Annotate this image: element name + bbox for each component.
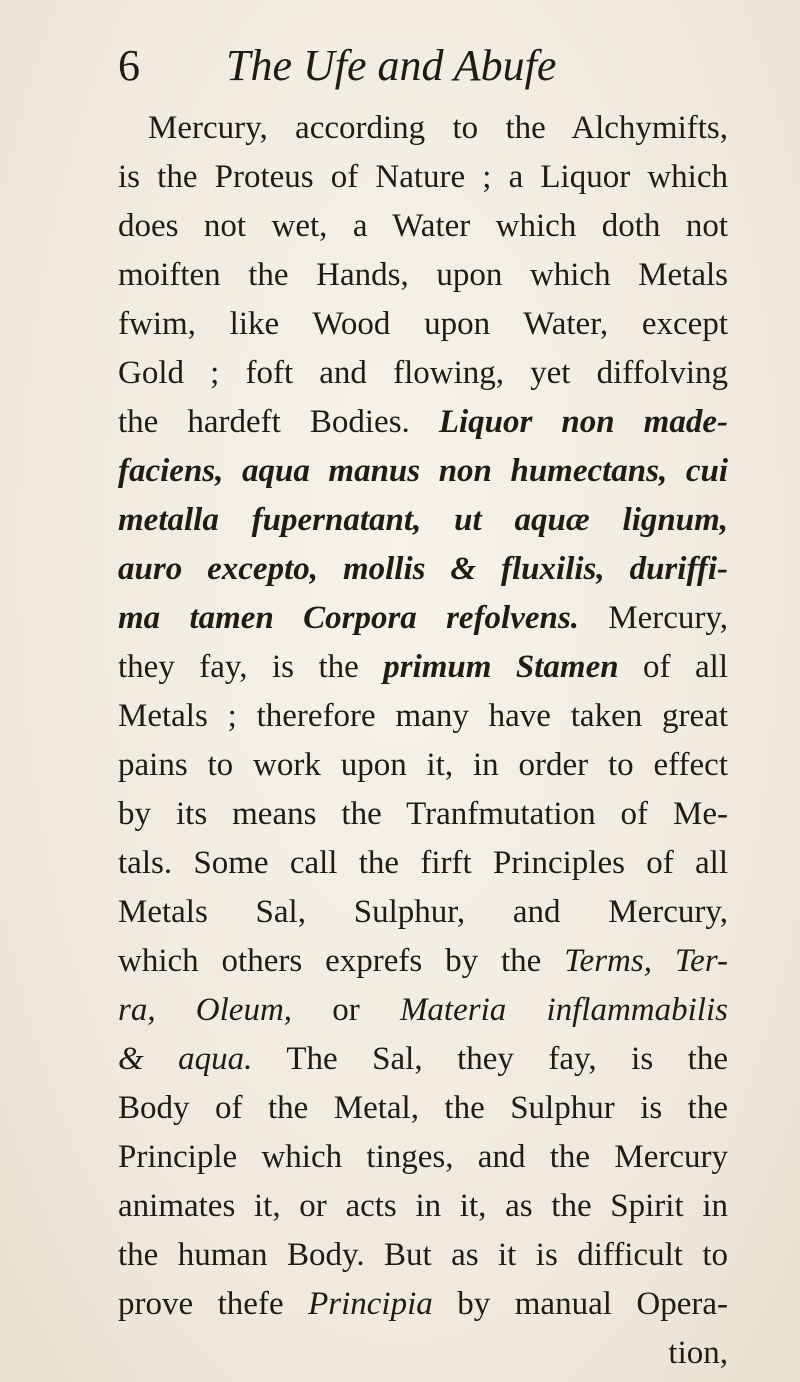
text-line: pains to work upon it, in order to effect bbox=[118, 747, 728, 783]
catchword-line: tion, bbox=[668, 1335, 728, 1371]
page-body bbox=[118, 104, 728, 1378]
text-line: by its means the Tranfmutation of Me- bbox=[118, 796, 728, 832]
text-line: does not wet, a Water which doth not bbox=[118, 208, 728, 244]
text-line: fwim, like Wood upon Water, except bbox=[118, 306, 728, 342]
text-line: tals. Some call the firft Principles of all bbox=[118, 845, 728, 881]
text-line: metalla fupernatant, ut aquæ lignum, bbox=[118, 502, 728, 538]
text-line: ra, Oleum, or Materia inflammabilis bbox=[118, 992, 728, 1028]
text-line: Gold ; foft and flowing, yet diffolving bbox=[118, 355, 728, 391]
text-line: Metals ; therefore many have taken great bbox=[118, 698, 728, 734]
text-line: the hardeft Bodies. Liquor non made- bbox=[118, 404, 728, 440]
text-line: auro excepto, mollis & fluxilis, duriffi- bbox=[118, 551, 728, 587]
text-line: ma tamen Corpora refolvens. Mercury, bbox=[118, 600, 728, 636]
running-head: The Ufe and Abufe bbox=[226, 41, 557, 90]
text-line: moiften the Hands, upon which Metals bbox=[118, 257, 728, 293]
text-line: & aqua. The Sal, they fay, is the bbox=[118, 1041, 729, 1077]
text-line: which others exprefs by the Terms, Ter- bbox=[118, 943, 728, 979]
text-line: they fay, is the primum Stamen of all bbox=[118, 649, 728, 685]
text-line: prove thefe Principia by manual Opera- bbox=[118, 1286, 728, 1322]
text-line: is the Proteus of Nature ; a Liquor which bbox=[118, 159, 728, 195]
text-line: animates it, or acts in it, as the Spirit in bbox=[118, 1188, 728, 1224]
page-header bbox=[118, 36, 738, 96]
text-line: Mercury, according to the Alchymifts, bbox=[148, 110, 728, 146]
text-line: the human Body. But as it is difficult to bbox=[118, 1237, 728, 1273]
page-number: 6 bbox=[118, 41, 140, 90]
text-line: faciens, aqua manus non humectans, cui bbox=[118, 453, 728, 489]
text-line: Body of the Metal, the Sulphur is the bbox=[118, 1090, 728, 1126]
text-line: Principle which tinges, and the Mercury bbox=[118, 1139, 728, 1175]
text-line: Metals Sal, Sulphur, and Mercury, bbox=[118, 894, 728, 930]
